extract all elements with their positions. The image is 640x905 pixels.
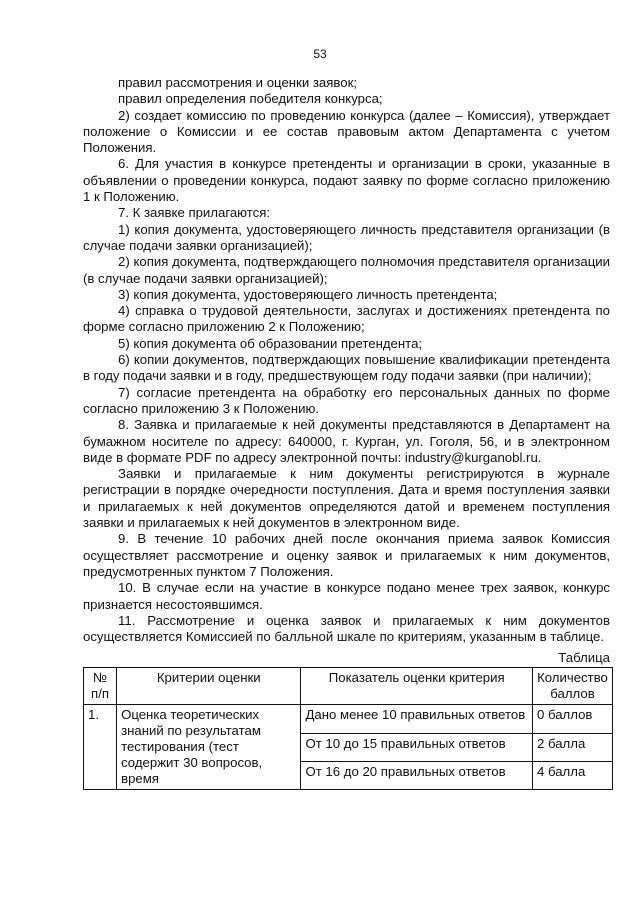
paragraph: 3) копия документа, удостоверяющего личность претендента; <box>118 286 498 302</box>
points-cell: 2 балла <box>532 733 612 761</box>
paragraph: 8. Заявка и прилагаемые к ней документы представляются в Департамент на бумажном носителе по адресу: 640000, г. Курган, ул. Гоголя, 56, и в электронном виде в формате PDF по адресу электронной почты: industry@kurganobl.ru. <box>83 417 610 465</box>
indicator-cell: От 10 до 15 правильных ответов <box>301 733 533 761</box>
paragraph: 2) копия документа, подтверждающего полномочия представителя организации (в случае подачи заявки организацией); <box>83 254 610 286</box>
table-header-row <box>84 668 613 705</box>
paragraph: 6. Для участия в конкурсе претенденты и организации в сроки, указанные в объявлении о проведении конкурса, подают заявку по форме согласно приложению 1 к Положению. <box>83 156 610 205</box>
paragraph: 7. К заявке прилагаются: <box>118 205 271 221</box>
paragraph: 5) копия документа об образовании претендента; <box>118 335 423 351</box>
table-row <box>84 705 613 733</box>
paragraph: правил рассмотрения и оценки заявок; <box>118 75 358 90</box>
points-cell: 0 баллов <box>532 705 612 733</box>
points-cell: 4 балла <box>532 762 612 790</box>
paragraph: 2) создает комиссию по проведению конкурса (далее – Комиссия), утверждает положение о Комиссии и ее состав правовым актом Департамента с учетом Положения. <box>83 107 610 156</box>
paragraph: 11. Рассмотрение и оценка заявок и прилагаемых к ним документов осуществляется Комиссией по балльной шкале по критериям, указанным в таблице. <box>83 612 610 645</box>
indicator-cell: От 16 до 20 правильных ответов <box>301 762 533 790</box>
paragraph: 1) копия документа, удостоверяющего личность представителя организации (в случае подачи заявки организацией); <box>83 221 610 253</box>
paragraph: 9. В течение 10 рабочих дней после окончания приема заявок Комиссия осуществляет рассмотрение и оценку заявок и прилагаемых к ним документов, предусмотренных пунктом 7 Положения. <box>83 531 610 579</box>
row-number: 1. <box>84 705 117 790</box>
paragraph: правил определения победителя конкурса; <box>118 91 383 107</box>
document-body <box>83 75 610 790</box>
criteria-table <box>83 667 613 790</box>
paragraph: 7) согласие претендента на обработку его персональных данных по форме согласно приложению 3 к Положению. <box>83 384 610 416</box>
paragraph: 4) справка о трудовой деятельности, заслугах и достижениях претендента по форме согласно приложению 2 к Положению; <box>83 303 610 335</box>
header-criteria: Критерии оценки <box>117 668 301 705</box>
header-indicator: Показатель оценки критерия <box>301 668 533 705</box>
header-number: № п/п <box>84 668 117 705</box>
indicator-cell: Дано менее 10 правильных ответов <box>301 705 533 733</box>
page-number: 53 <box>313 47 327 61</box>
header-points: Количество баллов <box>532 668 612 705</box>
criterion-cell: Оценка теоретических знаний по результатам тестирования (тест содержит 30 вопросов, время <box>117 705 301 790</box>
paragraph: Заявки и прилагаемые к ним документы регистрируются в журнале регистрации в порядке очередности поступления. Дата и время поступления заявки и прилагаемых к ней документов определяются датой и временем поступления заявки и прилагаемых к ней документов в электронном виде. <box>83 466 610 531</box>
paragraph: 10. В случае если на участие в конкурсе подано менее трех заявок, конкурс признается несостоявшимся. <box>83 580 610 612</box>
table-caption: Таблица <box>558 650 610 666</box>
paragraph: 6) копии документов, подтверждающих повышение квалификации претендента в году подачи заявки и в году, предшествующем году подачи заявки (при наличии); <box>83 352 610 384</box>
